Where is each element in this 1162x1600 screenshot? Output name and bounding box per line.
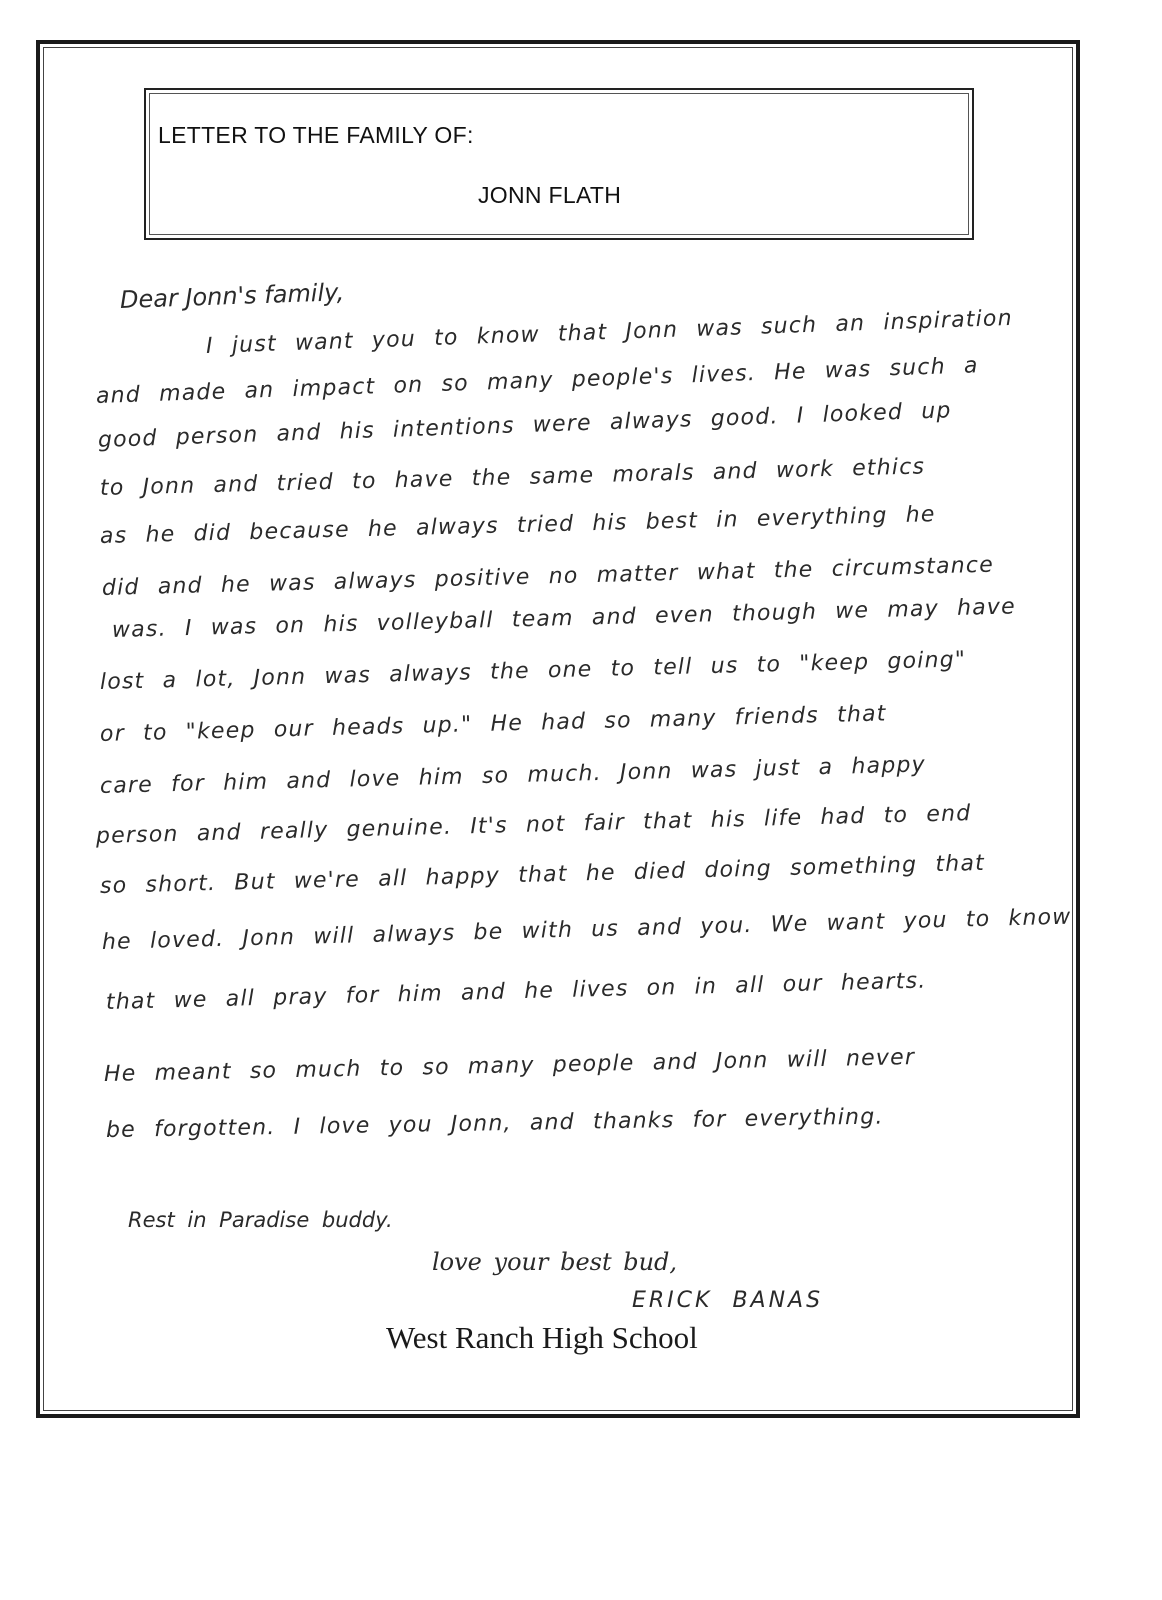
letter-line: so short. But we're all happy that he died doing something that	[99, 850, 986, 899]
closing-line: Rest in Paradise buddy.	[128, 1208, 393, 1232]
school-name: West Ranch High School	[386, 1320, 698, 1355]
letter-line: to Jonn and tried to have the same morals and work ethics	[99, 454, 926, 501]
header-title: LETTER TO THE FAMILY OF:	[158, 122, 474, 148]
letter-line: lost a lot, Jonn was always the one to tell us to "keep going"	[99, 647, 967, 695]
letter-line: was. I was on his volleyball team and even though we may have	[111, 594, 1017, 643]
letter-line: be forgotten. I love you Jonn, and thanks for everything.	[105, 1104, 884, 1143]
salutation: Dear Jonn's family,	[119, 278, 345, 314]
signoff: love your best bud,	[432, 1248, 678, 1276]
letter-line: or to "keep our heads up." He had so many friends that	[99, 701, 887, 747]
signature: ERICK BANAS	[632, 1288, 824, 1313]
letter-line: that we all pray for him and he lives on in all our hearts.	[105, 968, 927, 1015]
letter-line: and made an impact on so many people's lives. He was such a	[95, 353, 980, 409]
letter-line: person and really genuine. It's not fair that his life had to end	[95, 801, 972, 849]
header-box	[144, 88, 974, 240]
letter-line: did and he was always positive no matter what the circumstance	[101, 552, 995, 601]
letter-line: He meant so much to so many people and Jonn will never	[103, 1045, 916, 1087]
letter-line: care for him and love him so much. Jonn was just a happy	[99, 752, 927, 799]
letter-line: good person and his intentions were always good. I looked up	[97, 398, 952, 453]
letter-line: as he did because he always tried his best in everything he	[99, 502, 936, 549]
letter-line: he loved. Jonn will always be with us and you. We want you to know	[101, 904, 1072, 955]
deceased-name: JONN FLATH	[478, 182, 622, 208]
letter-line: I just want you to know that Jonn was such an inspiration	[205, 305, 1014, 359]
